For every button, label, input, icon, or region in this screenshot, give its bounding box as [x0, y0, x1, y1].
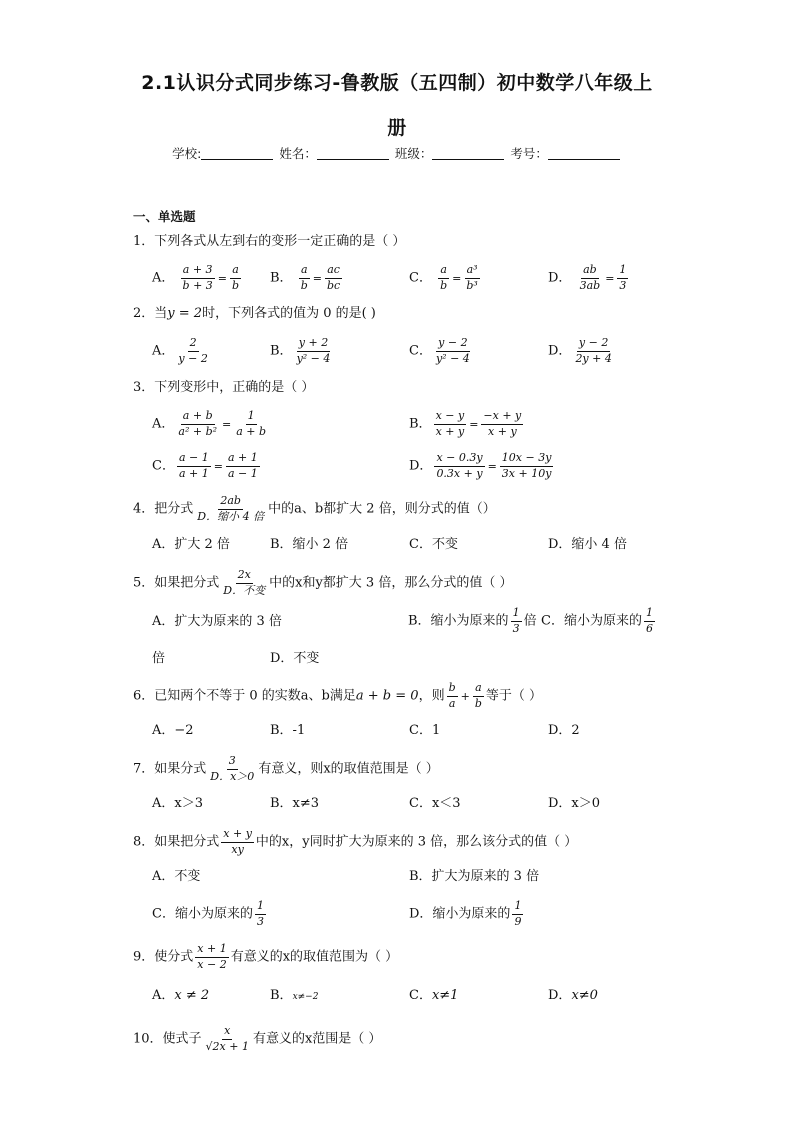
- q3-option-c[interactable]: C． $\frac{a - 1}{a + 1}$ = $\frac{a + 1}{a - 1}$: [152, 451, 258, 480]
- q2-option-c[interactable]: C． $\frac{y - 2}{\text{y² − 4}}$: [409, 336, 470, 365]
- q2-option-d[interactable]: D． $\frac{y - 2}{2y + 4}$: [548, 336, 612, 365]
- page-title: 2.1认识分式同步练习-鲁教版（五四制）初中数学八年级上: [141, 72, 653, 94]
- q4-option-a[interactable]: A．扩大 2 倍: [152, 537, 230, 552]
- q7-option-a[interactable]: A．x＞3: [152, 796, 203, 811]
- school-blank[interactable]: [201, 147, 273, 160]
- q8-option-d[interactable]: D．缩小为原来的 $\frac{1}{9}$: [409, 899, 522, 928]
- q2-option-b[interactable]: B． $\frac{y + 2}{\text{y² − 4}}$: [270, 336, 331, 365]
- q4-option-d[interactable]: D．缩小 4 倍: [548, 537, 627, 552]
- q5-option-c[interactable]: C．缩小为原来的 $\frac{1}{6}$: [541, 606, 653, 635]
- q1-option-c[interactable]: C． $\frac{a}{b}$ = $\frac{\text{a³}}{\text{b³}}$: [409, 263, 478, 292]
- q9-option-b[interactable]: B．x≠−2: [270, 988, 319, 1003]
- q5-option-d[interactable]: D．不变: [270, 651, 320, 666]
- q6-option-c[interactable]: C．1: [409, 723, 441, 738]
- q3-option-a[interactable]: A． $\frac{a + b}{\text{a² + b²}}$ = $\frac{1}{a + b}$: [152, 409, 267, 438]
- q8-option-a[interactable]: A．不变: [152, 869, 201, 884]
- name-blank[interactable]: [317, 147, 389, 160]
- q8-option-c[interactable]: C．缩小为原来的 $\frac{1}{3}$: [152, 899, 264, 928]
- question-4: 4．把分式 $\frac{2ab}{\text{D．缩小 4 倍}}$ 中的a、b都扩大 2 倍，则分式的值（）: [133, 494, 496, 523]
- q4-option-c[interactable]: C．不变: [409, 537, 458, 552]
- student-info-line: [0, 144, 794, 162]
- question-2: 2．当y = 2时，下列各式的值为 0 的是( ): [133, 306, 376, 321]
- q1-option-b[interactable]: B． $\frac{a}{b}$ = $\frac{ac}{bc}$: [270, 263, 341, 292]
- question-3: 3．下列变形中，正确的是（ ）: [133, 380, 315, 395]
- q7-option-c[interactable]: C．x＜3: [409, 796, 461, 811]
- q9-option-a[interactable]: A．x ≠ 2: [152, 988, 210, 1003]
- q6-option-a[interactable]: A．−2: [152, 723, 194, 738]
- q1-option-d[interactable]: D． $\frac{ab}{3ab}$ = $\frac{1}{3}$: [548, 263, 627, 292]
- q6-option-b[interactable]: B．-1: [270, 723, 306, 738]
- q4-option-b[interactable]: B．缩小 2 倍: [270, 537, 349, 552]
- class-label: 班级：: [394, 146, 433, 161]
- question-6: 6．已知两个不等于 0 的实数a、b满足a + b = 0，则 $\frac{b}{a}$ + $\frac{a}{b}$ 等于（ ）: [133, 681, 543, 710]
- q7-option-d[interactable]: D．x＞0: [548, 796, 601, 811]
- q2-option-a[interactable]: A． $\frac{2}{y - 2}$: [152, 336, 208, 365]
- q3-option-b[interactable]: B． $\frac{x - y}{x + y}$ = $\frac{-x + y}{x + y}$: [409, 409, 522, 438]
- q6-option-d[interactable]: D．2: [548, 723, 580, 738]
- school-label: 学校:: [172, 146, 202, 161]
- question-1: 1．下列各式从左到右的变形一定正确的是（ ）: [133, 234, 406, 249]
- page-title-continued: 册: [387, 117, 407, 139]
- q5-option-c-tail: 倍: [152, 651, 166, 666]
- question-10: 10．使式子 $\frac{x}{√2x + 1}$ 有意义的x范围是（ ）: [133, 1024, 382, 1053]
- q1-option-a[interactable]: A． $\frac{a + 3}{b + 3}$ = $\frac{a}{b}$: [152, 263, 240, 292]
- q3-option-d[interactable]: D． $\frac{x - 0.3y}{0.3x + y}$ = $\frac{10x - 3y}{3x + 10y}$: [409, 451, 552, 480]
- q7-option-b[interactable]: B．x≠3: [270, 796, 320, 811]
- question-9: 9．使分式 $\frac{x + 1}{x - 2}$ 有意义的x的取值范围为（ ）: [133, 942, 399, 971]
- q5-option-b[interactable]: B．缩小为原来的 $\frac{1}{3}$ 倍: [408, 606, 537, 635]
- question-5: 5．如果把分式 $\frac{2x}{\text{D．不变}}$ 中的x和y都扩大 3 倍，那么分式的值（ ）: [133, 568, 513, 597]
- q8-option-b[interactable]: B．扩大为原来的 3 倍: [409, 869, 540, 884]
- number-blank[interactable]: [548, 147, 620, 160]
- q9-option-d[interactable]: D．x≠0: [548, 988, 598, 1003]
- question-8: 8．如果把分式 $\frac{x + y}{xy}$ 中的x，y同时扩大为原来的 3 倍，那么该分式的值（ ）: [133, 827, 578, 856]
- number-label: 考号：: [510, 146, 548, 161]
- class-blank[interactable]: [432, 147, 504, 160]
- section-heading: 一、单选题: [133, 209, 196, 224]
- question-7: 7．如果分式 $\frac{3}{D.x>0}$ 有意义，则x的取值范围是（ ）: [133, 754, 439, 783]
- name-label: 姓名：: [279, 146, 317, 161]
- q9-option-c[interactable]: C．x≠1: [409, 988, 459, 1003]
- q5-option-a[interactable]: A．扩大为原来的 3 倍: [152, 614, 282, 629]
